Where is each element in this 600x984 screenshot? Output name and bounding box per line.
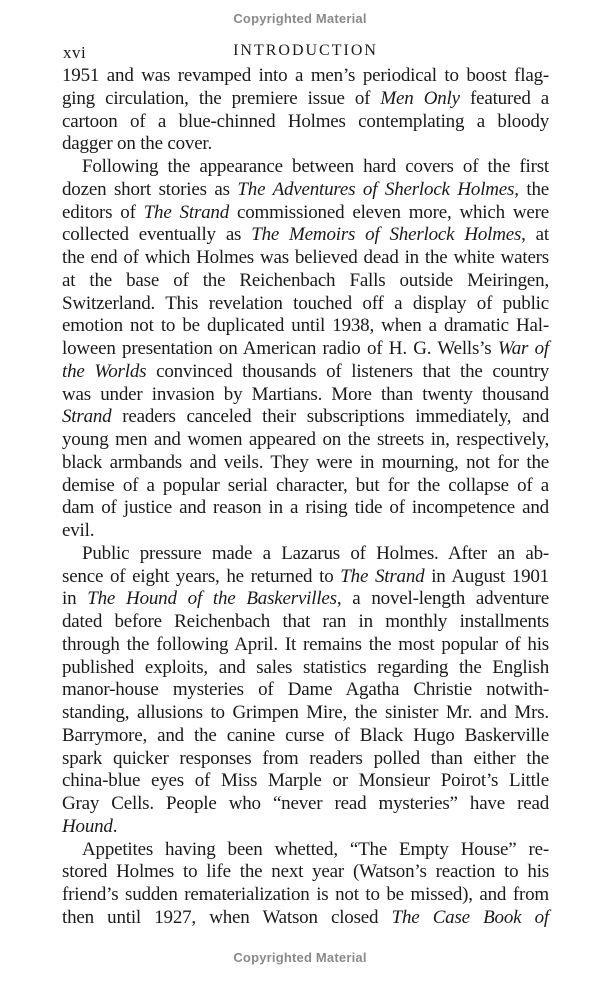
text-line (62, 224, 549, 247)
text-line (62, 497, 549, 520)
text-line (62, 657, 549, 680)
text-segment: , the (514, 178, 549, 200)
paragraph (62, 65, 549, 156)
copyright-notice-bottom: Copyrighted Material (233, 950, 367, 965)
text-segment: black armbands and veils. They were in mourning, not for the (62, 451, 549, 473)
italic-text: Strand (62, 406, 112, 428)
text-segment: in (62, 588, 88, 610)
text-segment: dozen short stories as (62, 178, 238, 200)
text-segment: demise of a popular serial character, but for the collapse of a (62, 474, 549, 496)
text-line (62, 566, 549, 589)
text-segment: china-blue eyes of Miss Marple or Monsieur Poirot’s Little (62, 770, 549, 792)
text-line (62, 793, 549, 816)
text-segment: stored Holmes to life the next year (Watson’s reaction to his (62, 861, 549, 883)
text-segment: dam of justice and reason in a rising tide of incompetence and (62, 497, 549, 519)
text-segment: loween presentation on American radio of H. G. Wells’s (62, 338, 498, 359)
italic-text: Men Only (380, 87, 460, 109)
text-segment: Following the appearance between hard covers of the first (82, 156, 549, 177)
text-line (62, 770, 549, 793)
text-line (62, 429, 549, 452)
italic-text: The Hound of the Baskervilles (87, 588, 337, 610)
text-line (62, 702, 549, 725)
text-segment: featured a (459, 87, 550, 109)
text-segment: Appetites having been whetted, “The Empty House” re- (82, 838, 549, 860)
text-segment: emotion not to be duplicated until 1938, when a dramatic Hal- (62, 315, 549, 337)
text-line (62, 293, 549, 316)
italic-text: The Strand (143, 201, 230, 223)
text-segment: standing, allusions to Grimpen Mire, the sinister Mr. and Mrs. (62, 702, 549, 723)
text-segment: through the following April. It remains the most popular of his (62, 633, 549, 655)
text-line (62, 861, 549, 884)
text-line (62, 475, 549, 498)
text-line (62, 65, 549, 88)
text-segment: , at (521, 224, 549, 246)
copyright-notice-top: Copyrighted Material (233, 11, 367, 26)
text-line (62, 202, 549, 225)
text-segment: then until 1927, when Watson closed (62, 906, 392, 928)
text-segment: commissioned eleven more, which were (229, 201, 549, 223)
paragraph (62, 543, 549, 839)
text-segment: evil. (62, 520, 95, 541)
italic-text: The Adventures of Sherlock Holmes (237, 178, 515, 200)
italic-text: The Memoirs of Sherlock Holmes (251, 224, 522, 246)
text-segment: the end of which Holmes was believed dead in the white waters (62, 247, 549, 268)
italic-text: The Case Book of (391, 906, 549, 928)
text-segment: Public pressure made a Lazarus of Holmes. After an ab- (82, 542, 549, 564)
text-segment: cartoon of a blue-chinned Holmes contemplating a bloody (62, 110, 549, 132)
text-segment: dagger on the cover. (62, 133, 213, 155)
text-segment: collected eventually as (62, 224, 252, 246)
text-line (62, 884, 549, 907)
italic-text: the Worlds (62, 360, 147, 382)
text-line (62, 179, 549, 202)
italic-text: Hound (62, 815, 113, 837)
text-segment: editors of (62, 201, 144, 223)
text-line (62, 156, 549, 179)
text-line (62, 270, 549, 293)
text-segment: . (112, 815, 118, 837)
text-line (62, 406, 549, 429)
italic-text: War of (497, 338, 550, 359)
text-line (62, 634, 549, 657)
text-segment: published exploits, and sales statistics regarding the English (62, 656, 549, 678)
text-segment: , a novel-length adventure (336, 588, 549, 610)
page-number: xvi (63, 43, 87, 62)
text-segment: at the base of the Reichenbach Falls outside Meiringen, (62, 269, 549, 291)
text-segment: readers canceled their subscriptions immediately, and (111, 406, 549, 428)
text-line (62, 452, 549, 475)
text-line (62, 748, 549, 771)
text-line (62, 111, 549, 134)
text-line (62, 611, 549, 634)
text-segment: Barrymore, and the canine curse of Black Hugo Baskerville (62, 724, 549, 746)
text-segment: Switzerland. This revelation touched off a display of public (62, 292, 549, 314)
italic-text: The Strand (340, 565, 425, 587)
text-segment: young men and women appeared on the streets in, respectively, (62, 429, 549, 450)
text-segment: 1951 and was revamped into a men’s periodical to boost flag- (62, 65, 549, 86)
text-segment: Gray Cells. People who “never read mysteries” have read (62, 793, 549, 814)
text-line (62, 88, 549, 111)
text-line (62, 384, 549, 407)
page-header (62, 42, 549, 62)
text-line (62, 543, 549, 566)
running-head: INTRODUCTION (233, 42, 378, 59)
text-segment: spark quicker responses from readers polled than either the (62, 747, 549, 769)
text-segment: was under invasion by Martians. More than twenty thousand (62, 383, 549, 405)
text-segment: manor-house mysteries of Dame Agatha Christie notwith- (62, 679, 549, 701)
paragraph (62, 839, 549, 930)
text-segment: sence of eight years, he returned to (62, 565, 341, 587)
text-line (62, 679, 549, 702)
paragraph (62, 156, 549, 543)
text-line (62, 839, 549, 862)
text-segment: in August 1901 (424, 565, 549, 587)
text-segment: ging circulation, the premiere issue of (62, 87, 381, 109)
text-line (62, 315, 549, 338)
body-text (62, 65, 549, 930)
text-line (62, 816, 549, 839)
text-segment: dated before Reichenbach that ran in monthly installments (62, 611, 549, 632)
text-line (62, 588, 549, 611)
text-segment: convinced thousands of listeners that the country (146, 360, 549, 382)
text-segment: friend’s sudden rematerialization is not to be missed), and from (62, 884, 549, 905)
text-line (62, 520, 549, 543)
text-line (62, 338, 549, 361)
text-line (62, 907, 549, 930)
text-line (62, 361, 549, 384)
text-line (62, 247, 549, 270)
text-line (62, 133, 549, 156)
text-line (62, 725, 549, 748)
